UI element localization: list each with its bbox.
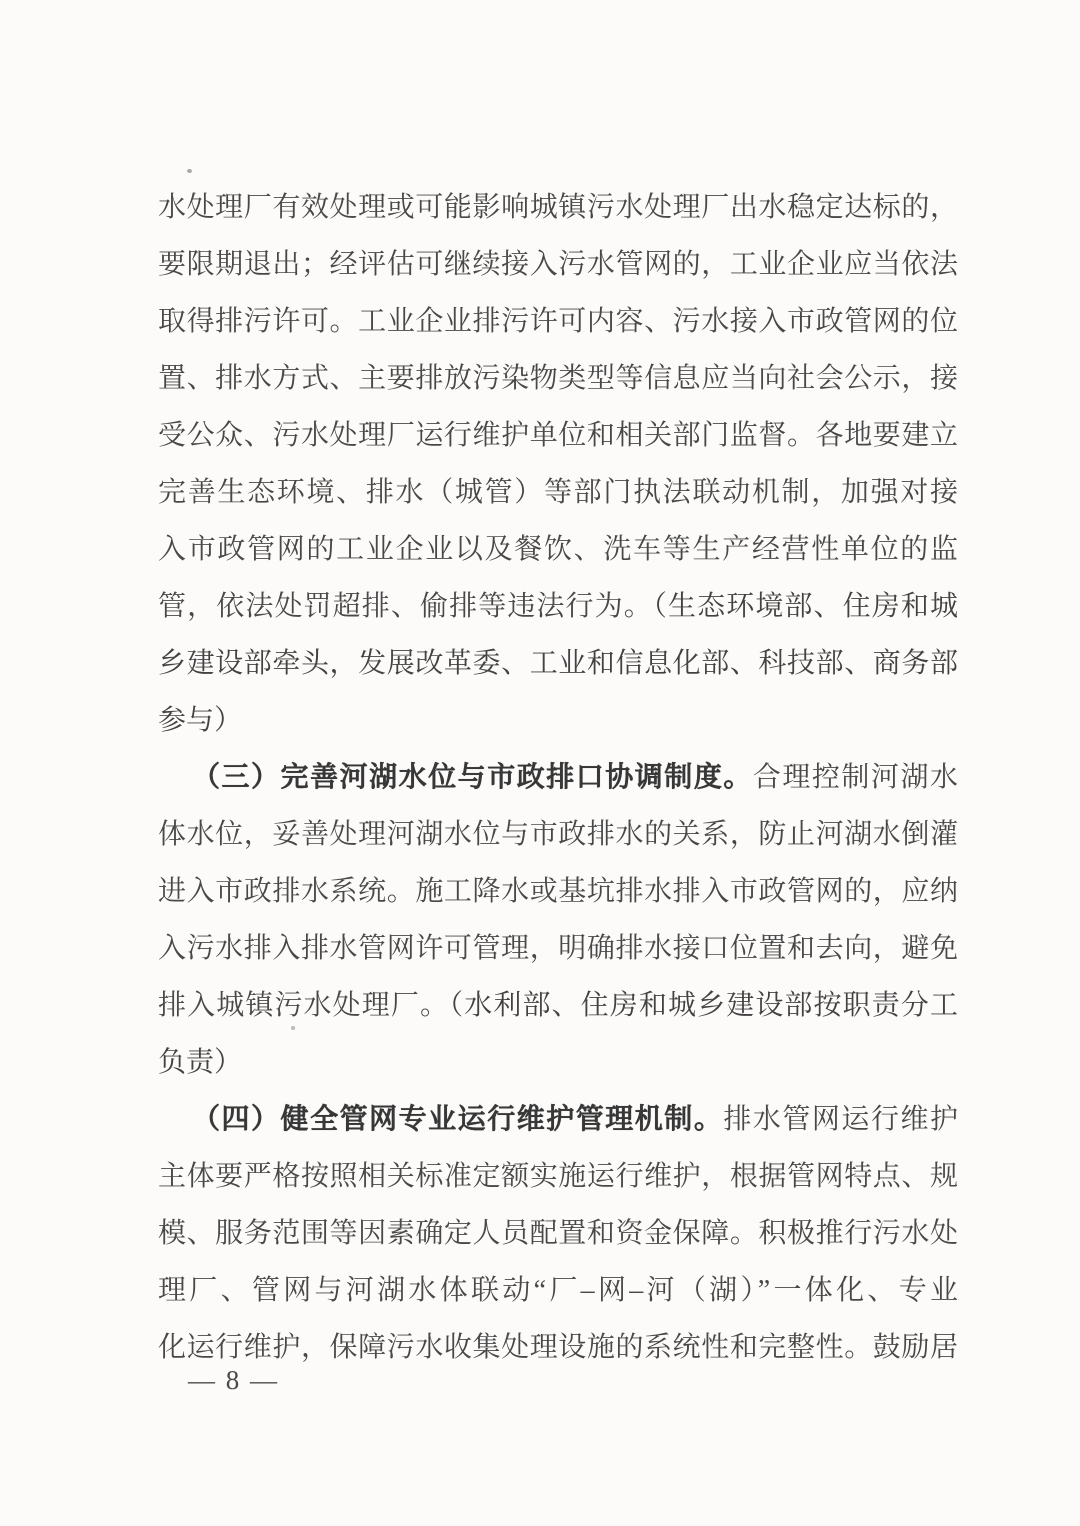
document-line: [158, 350, 958, 407]
line-text: 水处理厂有效处理或可能影响城镇污水处理厂出水稳定达标的，: [158, 192, 958, 223]
line-text: 化运行维护，保障污水收集处理设施的系统性和完整性。鼓励居: [158, 1332, 958, 1363]
document-line: [158, 635, 958, 692]
document-line: [158, 521, 958, 578]
line-text-attribution: （生态环境部、住房和城: [652, 591, 958, 622]
line-text-attribution: 参与）: [158, 705, 243, 736]
document-line: [158, 977, 958, 1034]
document-line: [158, 464, 958, 521]
line-text: 体水位，妥善处理河湖水位与市政排水的关系，防止河湖水倒灌: [158, 819, 958, 850]
document-line: [158, 863, 958, 920]
section-heading: （四）健全管网专业运行维护管理机制。: [192, 1104, 724, 1135]
line-text: 要限期退出；经评估可继续接入污水管网的，工业企业应当依法: [158, 249, 958, 280]
document-line: [158, 236, 958, 293]
line-text: 置、排水方式、主要排放污染物类型等信息应当向社会公示，接: [158, 363, 958, 394]
document-line: [158, 578, 958, 635]
paragraph-section-3: [158, 749, 958, 1091]
scan-speck: [187, 169, 192, 173]
line-text-attribution: （水利部、住房和城乡建设部按职责分工: [449, 990, 958, 1021]
document-line: [158, 1205, 958, 1262]
line-text: 进入市政排水系统。施工降水或基坑排水排入市政管网的，应纳: [158, 876, 958, 907]
section-heading: （三）完善河湖水位与市政排口协调制度。: [192, 762, 753, 793]
line-text: 理厂、管网与河湖水体联动“厂–网–河（湖）”一体化、专业: [158, 1275, 958, 1306]
document-line: [158, 920, 958, 977]
paragraph-section-4: [158, 1091, 958, 1376]
document-line: [158, 1262, 958, 1319]
document-line: [158, 1034, 958, 1091]
line-text: 模、服务范围等因素确定人员配置和资金保障。积极推行污水处: [158, 1218, 958, 1249]
line-text-attribution: 负责）: [158, 1047, 243, 1078]
document-line: [158, 806, 958, 863]
line-text: 管，依法处罚超排、偷排等违法行为。: [158, 591, 653, 622]
document-line: [158, 1148, 958, 1205]
line-text: 主体要严格按照相关标准定额实施运行维护，根据管网特点、规: [158, 1161, 958, 1192]
document-line: [158, 749, 958, 806]
page-number: — 8 —: [188, 1365, 279, 1395]
document-line: [158, 1091, 958, 1148]
document-line: [158, 407, 958, 464]
document-line: [158, 692, 958, 749]
paragraph-continuation: [158, 179, 958, 749]
line-text: 取得排污许可。工业企业排污许可内容、污水接入市政管网的位: [158, 306, 958, 337]
line-text: 排水管网运行维护: [723, 1104, 958, 1135]
document-line: [158, 293, 958, 350]
line-text-attribution: 乡建设部牵头，发展改革委、工业和信息化部、科技部、商务部: [158, 648, 958, 679]
line-text: 完善生态环境、排水（城管）等部门执法联动机制，加强对接: [158, 477, 958, 508]
line-text: 合理控制河湖水: [752, 762, 958, 793]
document-text-block: [158, 179, 958, 1376]
document-line: [158, 179, 958, 236]
line-text: 入市政管网的工业企业以及餐饮、洗车等生产经营性单位的监: [158, 534, 958, 565]
line-text: 排入城镇污水处理厂。: [158, 990, 450, 1021]
line-text: 入污水排入排水管网许可管理，明确排水接口位置和去向，避免: [158, 933, 958, 964]
line-text: 受公众、污水处理厂运行维护单位和相关部门监督。各地要建立: [158, 420, 958, 451]
